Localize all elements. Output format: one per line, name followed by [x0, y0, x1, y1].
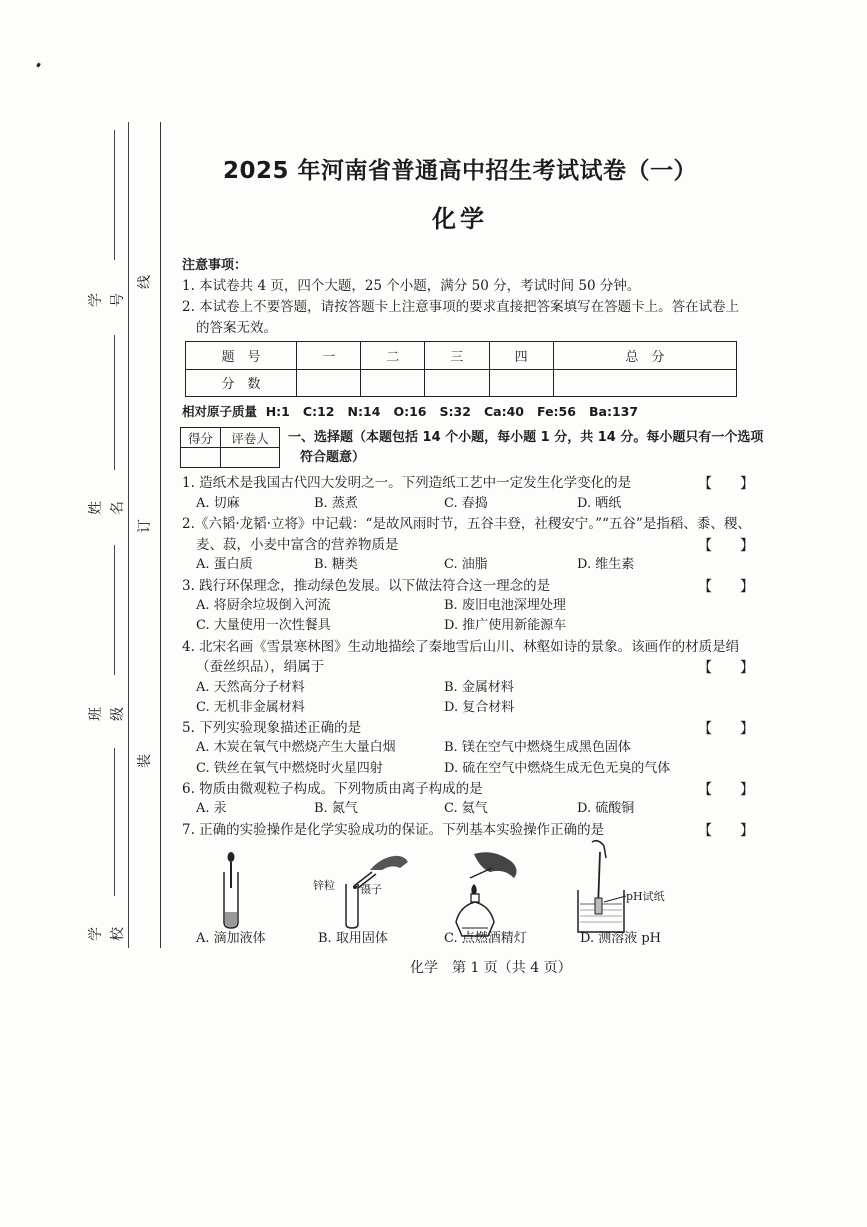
score-cell[interactable]	[361, 369, 425, 397]
page-footer: 化学 第 1 页（共 4 页）	[410, 960, 572, 976]
q5-option-b: B. 镁在空气中燃烧生成黑色固体	[444, 740, 631, 755]
notes-heading: 注意事项：	[182, 258, 248, 273]
alcohol-lamp-figure	[450, 848, 530, 938]
score-cell[interactable]	[489, 369, 553, 397]
q2-option-d: D. 维生素	[577, 557, 635, 572]
q5-option-c: C. 铁丝在氧气中燃烧时火星四射	[196, 761, 383, 776]
score-table-score-row	[186, 369, 737, 397]
binding-solid-line	[160, 122, 161, 948]
score-cell[interactable]	[553, 369, 736, 397]
q5-option-a: A. 木炭在氧气中燃烧产生大量白烟	[196, 740, 396, 755]
question-4: 4. 北宋名画《雪景寒林图》生动地描绘了秦地雪后山川、林壑如诗的景象。该画作的材质是绢	[182, 639, 740, 655]
name-label: 姓名	[88, 501, 126, 515]
answer-bracket: 【 】	[698, 476, 754, 492]
margin-mark-line: 线	[137, 275, 153, 289]
q3-option-b: B. 废旧电池深埋处理	[444, 598, 566, 613]
margin-mark-bind: 订	[137, 519, 153, 533]
answer-bracket: 【 】	[698, 782, 754, 798]
question-2: 2.《六韬·龙韬·立将》中记载：“是故风雨时节，五谷丰登，社稷安宁。”“五谷”是指稻、黍、稷、	[182, 516, 751, 532]
q1-option-b: B. 蒸煮	[314, 496, 358, 511]
question-3: 3. 践行环保理念，推动绿色发展。以下做法符合这一理念的是	[182, 578, 551, 594]
exam-title: 2025 年河南省普通高中招生考试试卷（一）	[222, 158, 698, 184]
score-table-col: 四	[489, 342, 553, 370]
subject-title: 化学	[432, 205, 488, 233]
q3-option-d: D. 推广使用新能源车	[444, 618, 567, 633]
q1-option-a: A. 切麻	[196, 496, 240, 511]
q7-option-c: C. 点燃酒精灯	[444, 931, 527, 946]
answer-bracket: 【 】	[698, 579, 754, 595]
section1-heading: 一、选择题（本题包括 14 个小题，每小题 1 分，共 14 分。每小题只有一个选项	[288, 430, 764, 445]
grader-box	[180, 427, 280, 468]
q1-option-d: D. 晒纸	[577, 496, 622, 511]
score-table-col: 总 分	[553, 342, 736, 370]
q4-option-a: A. 天然高分子材料	[196, 680, 305, 695]
margin-mark-install: 装	[137, 754, 153, 768]
student-id-label: 学号	[88, 293, 126, 307]
ph-paper-label: pH试纸	[626, 890, 665, 903]
grader-score-cell[interactable]	[181, 448, 221, 468]
q2-option-c: C. 油脂	[444, 557, 488, 572]
class-blank	[114, 545, 115, 675]
question-6: 6. 物质由微观粒子构成。下列物质由离子构成的是	[182, 781, 483, 797]
score-table-header-row	[186, 342, 737, 370]
q6-option-a: A. 汞	[196, 801, 227, 816]
grader-name-label: 评卷人	[220, 428, 279, 448]
score-cell[interactable]	[425, 369, 489, 397]
class-label: 班级	[88, 707, 126, 721]
answer-bracket: 【 】	[698, 721, 754, 737]
q6-option-b: B. 氮气	[314, 801, 358, 816]
question-4-cont: （蚕丝织品），绢属于	[196, 659, 325, 675]
score-cell[interactable]	[297, 369, 361, 397]
section1-heading-cont: 符合题意）	[300, 450, 366, 465]
school-blank	[114, 748, 115, 896]
q1-option-c: C. 春捣	[444, 496, 488, 511]
question-7: 7. 正确的实验操作是化学实验成功的保证。下列基本实验操作正确的是	[182, 822, 605, 838]
q3-option-a: A. 将厨余垃圾倒入河流	[196, 598, 331, 613]
q6-option-c: C. 氦气	[444, 801, 488, 816]
name-blank	[114, 335, 115, 470]
scan-speck	[36, 63, 41, 68]
answer-bracket: 【 】	[698, 823, 754, 839]
note-1: 1. 本试卷共 4 页，四个大题，25 个小题，满分 50 分，考试时间 50 分钟。	[182, 278, 641, 294]
q7-option-a: A. 滴加液体	[196, 931, 266, 946]
student-id-blank	[114, 130, 115, 260]
grader-name-cell[interactable]	[220, 448, 279, 468]
school-label: 学校	[88, 927, 126, 941]
q4-option-c: C. 无机非金属材料	[196, 700, 305, 715]
tweezers-label: 镊子	[360, 883, 382, 896]
score-table-col: 三	[425, 342, 489, 370]
grader-score-label: 得分	[181, 428, 221, 448]
question-1: 1. 造纸术是我国古代四大发明之一。下列造纸工艺中一定发生化学变化的是	[182, 475, 632, 491]
note-2-cont: 的答案无效。	[196, 320, 277, 336]
binding-dashed-line	[128, 122, 129, 948]
q2-option-b: B. 糖类	[314, 557, 358, 572]
score-table-col: 一	[297, 342, 361, 370]
question-2-cont: 麦、菽，小麦中富含的营养物质是	[196, 537, 399, 553]
q7-option-d: D. 测溶液 pH	[580, 931, 662, 946]
score-table	[185, 341, 737, 397]
zinc-label: 锌粒	[313, 879, 335, 892]
score-table-col: 二	[361, 342, 425, 370]
score-table-row-label: 分 数	[186, 369, 297, 397]
note-2: 2. 本试卷上不要答题，请按答题卡上注意事项的要求直接把答案填写在答题卡上。答在试卷上	[182, 299, 740, 315]
answer-bracket: 【 】	[698, 660, 754, 676]
q2-option-a: A. 蛋白质	[196, 557, 253, 572]
q3-option-c: C. 大量使用一次性餐具	[196, 618, 331, 633]
q7-option-b: B. 取用固体	[318, 931, 388, 946]
question-5: 5. 下列实验现象描述正确的是	[182, 720, 362, 736]
atomic-mass-line: 相对原子质量 H:1 C:12 N:14 O:16 S:32 Ca:40 Fe:56 Ba:137	[182, 404, 639, 419]
score-table-row-label: 题 号	[186, 342, 297, 370]
q5-option-d: D. 硫在空气中燃烧生成无色无臭的气体	[444, 761, 671, 776]
q6-option-d: D. 硫酸铜	[577, 801, 635, 816]
q4-option-d: D. 复合材料	[444, 700, 515, 715]
dropper-tube-figure	[216, 850, 246, 930]
q4-option-b: B. 金属材料	[444, 680, 514, 695]
answer-bracket: 【 】	[698, 538, 754, 554]
